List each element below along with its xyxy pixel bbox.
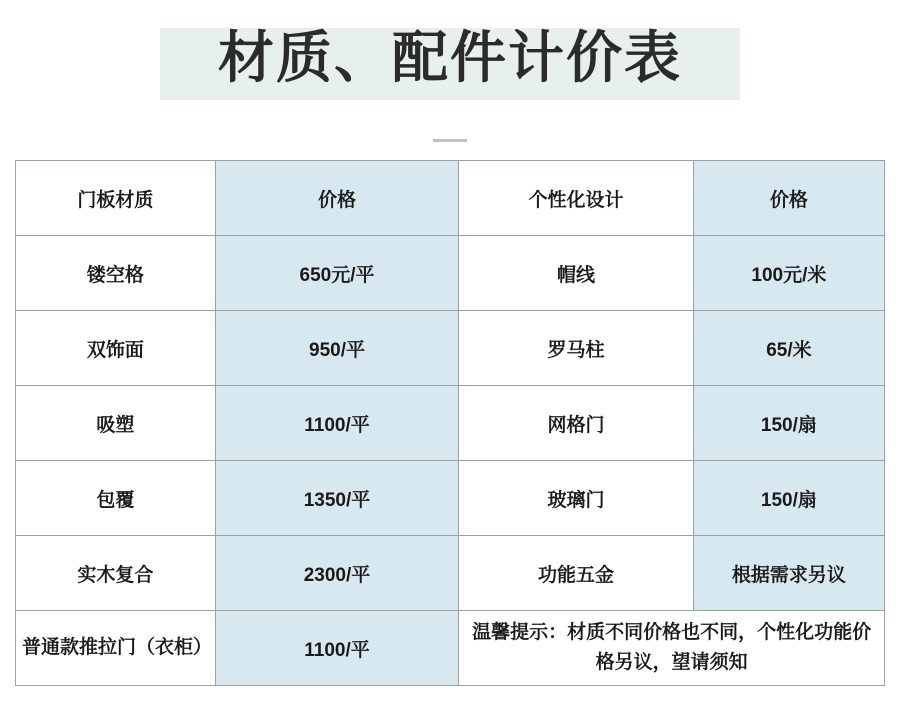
table-row bbox=[16, 461, 885, 536]
table-cell-design-price: 根据需求另议 bbox=[693, 536, 884, 611]
table-header-cell: 价格 bbox=[693, 161, 884, 236]
table-row bbox=[16, 311, 885, 386]
table-cell-design: 功能五金 bbox=[459, 536, 694, 611]
table-cell-price: 950/平 bbox=[215, 311, 458, 386]
page-title: 材质、配件计价表 bbox=[218, 26, 682, 89]
table-row-last bbox=[16, 611, 885, 686]
table-cell-price: 2300/平 bbox=[215, 536, 458, 611]
table-cell-price: 1100/平 bbox=[215, 386, 458, 461]
table-row bbox=[16, 536, 885, 611]
table-cell-price: 1350/平 bbox=[215, 461, 458, 536]
table-cell-design-price: 65/米 bbox=[693, 311, 884, 386]
table-cell-material: 包覆 bbox=[16, 461, 216, 536]
table-cell-price: 650元/平 bbox=[215, 236, 458, 311]
table-cell-material: 普通款推拉门（衣柜） bbox=[16, 611, 216, 686]
table-cell-design: 帽线 bbox=[459, 236, 694, 311]
price-table bbox=[15, 160, 885, 686]
title-section bbox=[0, 0, 900, 120]
title-divider-wrap bbox=[0, 120, 900, 160]
table-header-cell: 个性化设计 bbox=[459, 161, 694, 236]
table-header-row bbox=[16, 161, 885, 236]
title-divider bbox=[433, 139, 467, 142]
table-row bbox=[16, 386, 885, 461]
table-cell-design: 罗马柱 bbox=[459, 311, 694, 386]
table-row bbox=[16, 236, 885, 311]
table-cell-material: 镂空格 bbox=[16, 236, 216, 311]
table-cell-price: 1100/平 bbox=[215, 611, 458, 686]
table-cell-design: 网格门 bbox=[459, 386, 694, 461]
table-cell-design-price: 100元/米 bbox=[693, 236, 884, 311]
table-header-cell: 价格 bbox=[215, 161, 458, 236]
table-header-cell: 门板材质 bbox=[16, 161, 216, 236]
table-cell-material: 实木复合 bbox=[16, 536, 216, 611]
table-cell-material: 双饰面 bbox=[16, 311, 216, 386]
table-cell-design: 玻璃门 bbox=[459, 461, 694, 536]
table-cell-design-price: 150/扇 bbox=[693, 461, 884, 536]
table-cell-design-price: 150/扇 bbox=[693, 386, 884, 461]
table-cell-material: 吸塑 bbox=[16, 386, 216, 461]
table-note: 温馨提示：材质不同价格也不同，个性化功能价格另议，望请须知 bbox=[459, 611, 885, 686]
